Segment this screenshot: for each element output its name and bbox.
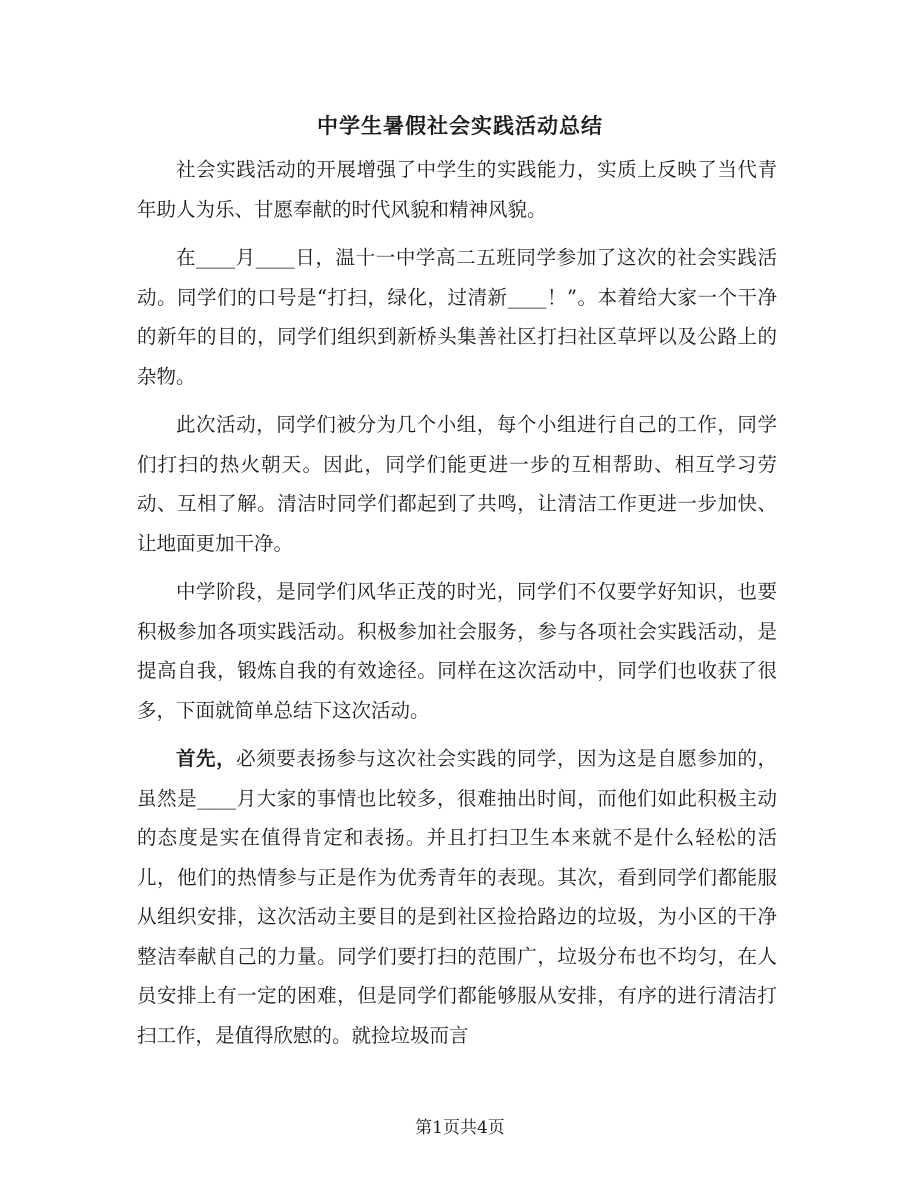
page-number-footer: 第1页共4页 <box>415 1118 505 1138</box>
paragraph-3: 此次活动，同学们被分为几个小组，每个小组进行自己的工作，同学们打扫的热火朝天。因此，同学们能更进一步的互相帮助、相互学习劳动、互相了解。清洁时同学们都起到了共鸣，让清洁工作更进一步加快、让地面更加干净。 <box>137 413 777 555</box>
paragraph-4: 中学阶段，是同学们风华正茂的时光，同学们不仅要学好知识，也要积极参加各项实践活动。积极参加社会服务，参与各项社会实践活动，是提高自我，锻炼自我的有效途径。同样在这次活动中，同学们也收获了很多，下面就简单总结下这次活动。 <box>137 580 777 722</box>
document-body <box>137 150 777 1064</box>
document-title: 中学生暑假社会实践活动总结 <box>317 114 603 138</box>
paragraph-1: 社会实践活动的开展增强了中学生的实践能力，实质上反映了当代青年助人为乐、甘愿奉献的时代风貌和精神风貌。 <box>137 158 777 221</box>
paragraph-5 <box>137 739 777 1055</box>
paragraph-2: 在____月____日，温十一中学高二五班同学参加了这次的社会实践活动。同学们的口号是“打扫，绿化，过清新____！”。本着给大家一个干净的新年的目的，同学们组织到新桥头集善社区打扫社区草坪以及公路上的杂物。 <box>137 246 777 388</box>
paragraph-5-text: 必须要表扬参与这次社会实践的同学，因为这是自愿参加的，虽然是____月大家的事情也比较多，很难抽出时间，而他们如此积极主动的态度是实在值得肯定和表扬。并且打扫卫生本来就不是什么轻松的活儿，他们的热情参与正是作为优秀青年的表现。其次，看到同学们都能服从组织安排，这次活动主要目的是到社区捡拾路边的垃圾，为小区的干净整洁奉献自己的力量。同学们要打扫的范围广，垃圾分布也不均匀，在人员安排上有一定的困难，但是同学们都能够服从安排，有序的进行清洁打扫工作，是值得欣慰的。就捡垃圾而言 <box>137 747 777 1047</box>
paragraph-5-lead: 首先， <box>176 747 237 770</box>
